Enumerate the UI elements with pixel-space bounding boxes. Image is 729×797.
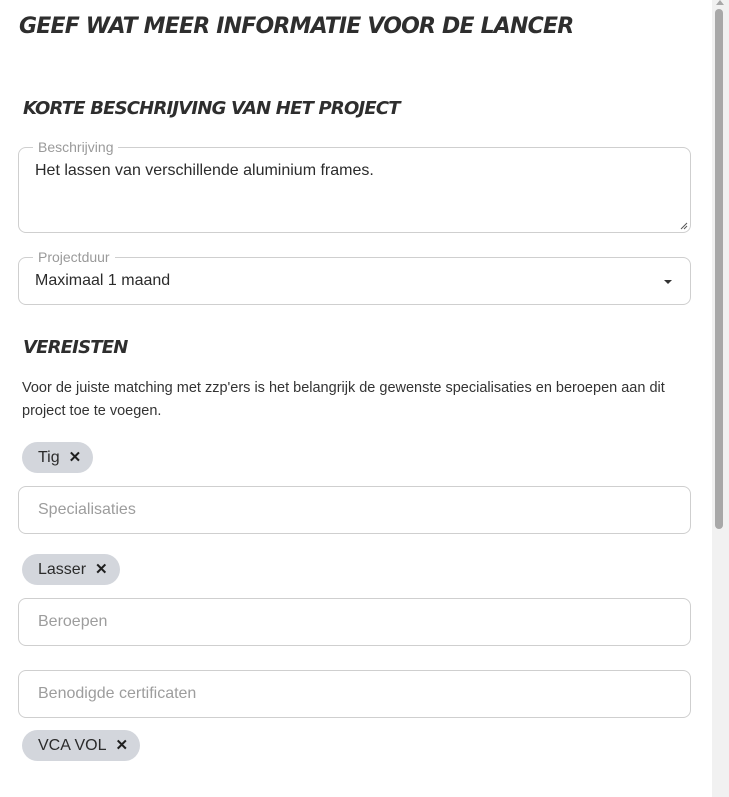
requirements-section-title: VEREISTEN	[23, 337, 128, 358]
professions-input[interactable]	[18, 598, 691, 646]
professions-placeholder: Beroepen	[38, 613, 108, 630]
scroll-up-arrow-icon[interactable]	[716, 0, 724, 5]
requirements-description: Voor de juiste matching met zzp'ers is het belangrijk de gewenste specialisaties en beroepen aan dit project toe te voegen.	[22, 380, 665, 419]
scrollbar-thumb[interactable]	[715, 9, 723, 529]
remove-chip-icon[interactable]: ✕	[115, 737, 129, 754]
project-duration-value: Maximaal 1 maand	[35, 272, 171, 289]
certificate-chip	[22, 730, 140, 761]
project-duration-select[interactable]	[18, 249, 691, 305]
specializations-input[interactable]	[18, 486, 691, 534]
project-duration-label: Projectduur	[33, 248, 115, 266]
vertical-scrollbar[interactable]	[712, 0, 729, 797]
profession-chip	[22, 554, 120, 585]
remove-chip-icon[interactable]: ✕	[68, 449, 82, 466]
description-textarea[interactable]	[18, 139, 691, 233]
project-section-title: KORTE BESCHRIJVING VAN HET PROJECT	[23, 98, 400, 119]
resize-handle-icon[interactable]	[680, 222, 688, 230]
description-value: Het lassen van verschillende aluminium frames.	[35, 162, 374, 179]
description-label: Beschrijving	[33, 138, 118, 156]
page-title: GEEF WAT MEER INFORMATIE VOOR DE LANCER	[19, 14, 574, 39]
chip-label: Tig	[38, 448, 60, 466]
chip-label: VCA VOL	[38, 736, 107, 754]
specializations-placeholder: Specialisaties	[38, 501, 136, 518]
specialization-chip	[22, 442, 93, 473]
dropdown-caret-icon	[664, 280, 672, 284]
certificates-input[interactable]	[18, 670, 691, 718]
remove-chip-icon[interactable]: ✕	[95, 561, 108, 578]
certificates-placeholder: Benodigde certificaten	[38, 685, 197, 702]
chip-label: Lasser	[38, 560, 87, 578]
